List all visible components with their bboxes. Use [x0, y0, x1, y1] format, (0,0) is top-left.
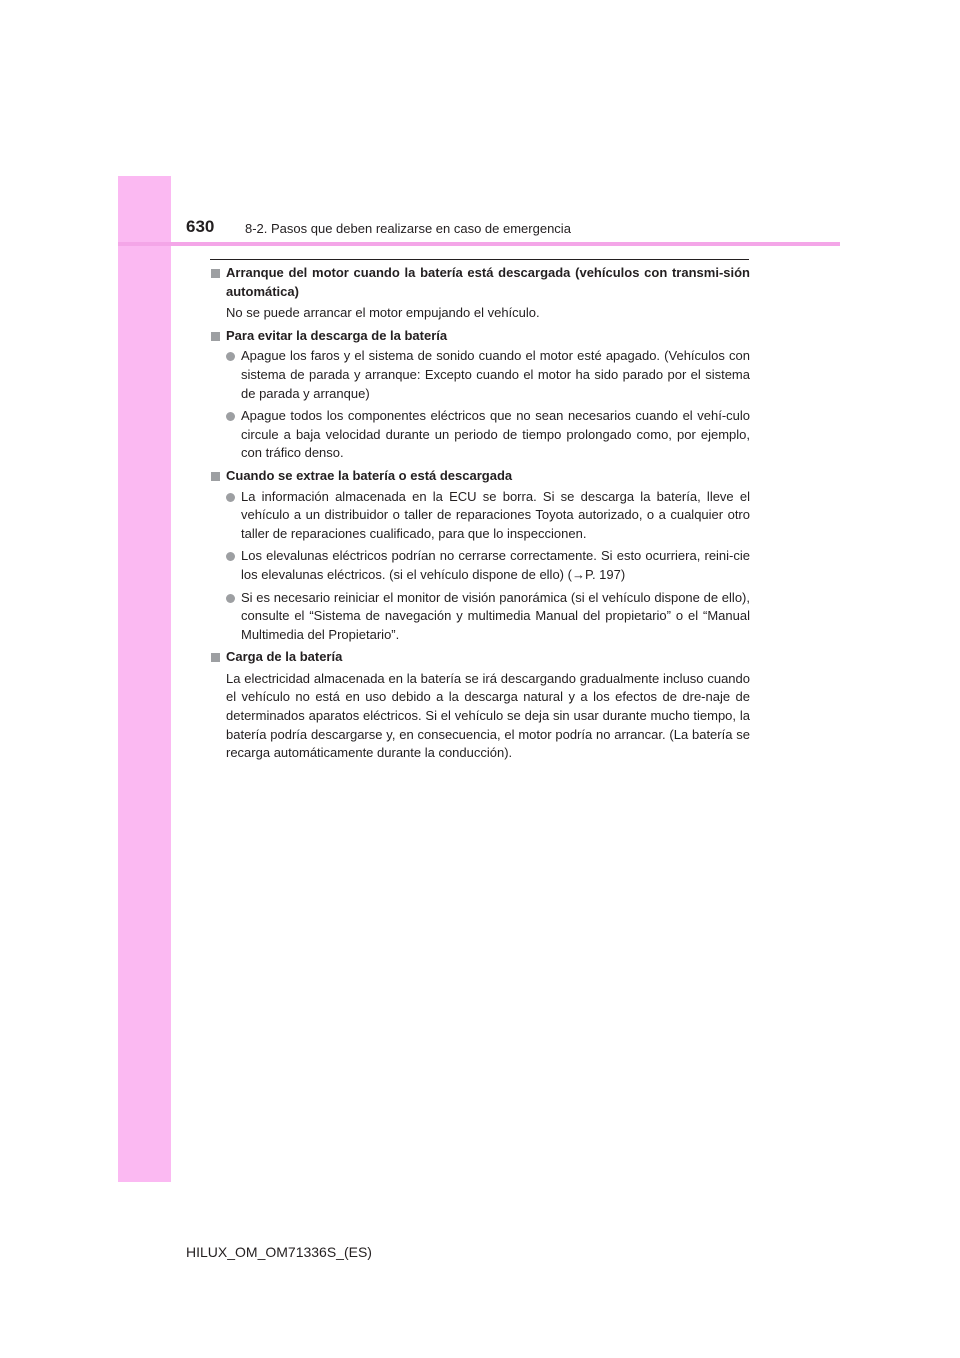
- item-body: La electricidad almacenada en la batería se irá descargando gradualmente incluso cuando el vehículo no está en uso debido a la descarga natural y a los efectos de dre-naje de determinados aparatos eléctricos. Si el vehículo se deja sin usar durante mucho tiempo, la batería podría descargarse y, en consecuencia, el motor podría no arrancar. (La batería se recarga automáticamente durante la conducción).: [226, 670, 750, 761]
- square-bullet-icon: [211, 472, 220, 481]
- item-title: Para evitar la descarga de la batería: [226, 327, 448, 343]
- bullet-text: Los elevalunas eléctricos podrían no cerrarse correctamente. Si esto ocurriera, reini-cie los elevalunas eléctricos. (si el vehículo dispone de ello) (→P. 197): [241, 548, 750, 582]
- round-bullet-icon: [226, 352, 235, 361]
- bullet-item: [226, 589, 750, 645]
- footer-code: HILUX_OM_OM71336S_(ES): [186, 1244, 372, 1260]
- bullet-text: La información almacenada en la ECU se borra. Si se descarga la batería, lleve el vehículo a un distribuidor o taller de reparaciones Toyota autorizado, o a cualquier otro taller de reparaciones cualificado, para que lo inspeccionen.: [241, 488, 750, 541]
- bullet-text: Si es necesario reiniciar el monitor de visión panorámica (si el vehículo dispone de ello), consulte el “Sistema de navegación y multimedia Manual del propietario” o el “Manual Multimedia del Propietario”.: [241, 589, 750, 642]
- bullet-item: [226, 547, 750, 584]
- square-bullet-icon: [211, 269, 220, 278]
- square-bullet-icon: [211, 653, 220, 662]
- item-title: Carga de la batería: [226, 649, 343, 665]
- bullet-text: Apague los faros y el sistema de sonido cuando el motor esté apagado. (Vehículos con sistema de parada y arranque: Excepto cuando el motor ha sido parado por el sistema de parada y arranque): [241, 348, 750, 401]
- item-body: No se puede arrancar el motor empujando el vehículo.: [226, 305, 540, 321]
- content-divider: [210, 259, 749, 260]
- list-item: [210, 648, 750, 763]
- round-bullet-icon: [226, 412, 235, 421]
- bullet-item: [226, 488, 750, 544]
- square-bullet-icon: [211, 332, 220, 341]
- round-bullet-icon: [226, 552, 235, 561]
- side-tab-bar: [118, 176, 171, 1182]
- list-item: [210, 467, 750, 644]
- round-bullet-icon: [226, 594, 235, 603]
- list-item: [210, 264, 750, 323]
- bullet-list: [226, 347, 750, 463]
- bullet-item: [226, 347, 750, 403]
- header-rule: [118, 242, 840, 246]
- item-title: Arranque del motor cuando la batería está descargada (vehículos con transmi-sión automática): [226, 265, 750, 299]
- list-item: [210, 327, 750, 463]
- bullet-item: [226, 407, 750, 463]
- section-title: 8-2. Pasos que deben realizarse en caso de emergencia: [245, 221, 571, 236]
- bullet-text: Apague todos los componentes eléctricos que no sean necesarios cuando el vehí-culo circule a baja velocidad durante un periodo de tiempo prolongado como, por ejemplo, con tráfico denso.: [241, 408, 750, 461]
- item-title: Cuando se extrae la batería o está descargada: [226, 467, 513, 483]
- round-bullet-icon: [226, 493, 235, 502]
- content-area: [210, 264, 750, 767]
- page-number: 630: [186, 217, 215, 236]
- bullet-list: [226, 488, 750, 645]
